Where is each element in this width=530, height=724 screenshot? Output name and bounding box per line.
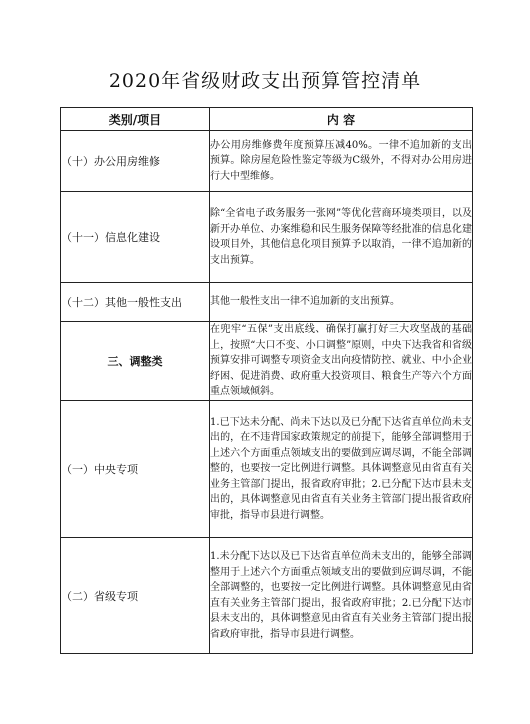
row-content [210,131,473,192]
table-row [61,401,473,538]
table-row [61,322,473,401]
row-category: （一）中央专项 [61,401,210,538]
row-content [210,283,473,322]
content-paragraph: 其他一般性支出一律不追加新的支出预算。 [210,296,400,308]
content-paragraph: 办公用房维修费年度预算压减40%。一律不追加新的支出预算。除房屋危险性鉴定等级为C级外，不得对办公用房进行大中型维修。 [210,139,472,182]
content-paragraph: 1.未分配下达以及已下达省直单位尚未支出的，能够全部调整用于上述六个方面重点领域支出的要做到应调尽调，不能全部调整的，也要按一定比例进行调整。具体调整意见由省直有关业务主管部门提出，报省政府审批；2.已分配下达市县未支出的，具体调整意见由省直有关业务主管部门提出报省政府审批，指导市县进行调整。 [210,551,472,640]
row-content [210,401,473,538]
header-content: 内 容 [210,108,473,131]
document-title: 2020年省级财政支出预算管控清单 [108,70,422,92]
table-row [61,131,473,192]
content-paragraph: 除“全省电子政务服务一张网”等优化营商环境类项目，以及新开办单位、办案维稳和民生服务保障等经批准的信息化建设项目外，其他信息化项目预算予以取消，一律不追加新的支出预算。 [210,208,472,266]
row-content [210,322,473,401]
row-category: （二）省级专项 [61,538,210,654]
row-category: （十二）其他一般性支出 [61,283,210,322]
row-category: （十一）信息化建设 [61,192,210,283]
header-category: 类别/项目 [61,108,210,131]
content-paragraph: 在兜牢“五保”支出底线、确保打赢打好三大攻坚战的基础上，按照“大口不变、小口调整”原则，中央下达我省和省级预算安排可调整专项资金支出向疫情防控、就业、中小企业纾困、促进消费、政府重大投资项目、粮食生产等六个方面重点领域倾斜。 [210,324,472,398]
row-category: 三、调整类 [61,322,210,401]
table-row [61,192,473,283]
table-header-row [61,108,473,131]
content-paragraph: 1.已下达未分配、尚未下达以及已分配下达省直单位尚未支出的，在不违背国家政策规定的前提下，能够全部调整用于上述六个方面重点领域支出的要做到应调尽调，不能全部调整的，也要按一定比例进行调整。具体调整意见由省直有关业务主管部门提出，报省政府审批；2.已分配下达市县未支出的，具体调整意见由省直有关业务主管部门提出报省政府审批，指导市县进行调整。 [210,416,472,521]
row-category: （十）办公用房维修 [61,131,210,192]
table-row [61,283,473,322]
table-body [61,131,473,654]
table-row [61,538,473,654]
budget-control-table [60,107,473,654]
row-content [210,192,473,283]
row-content [210,538,473,654]
